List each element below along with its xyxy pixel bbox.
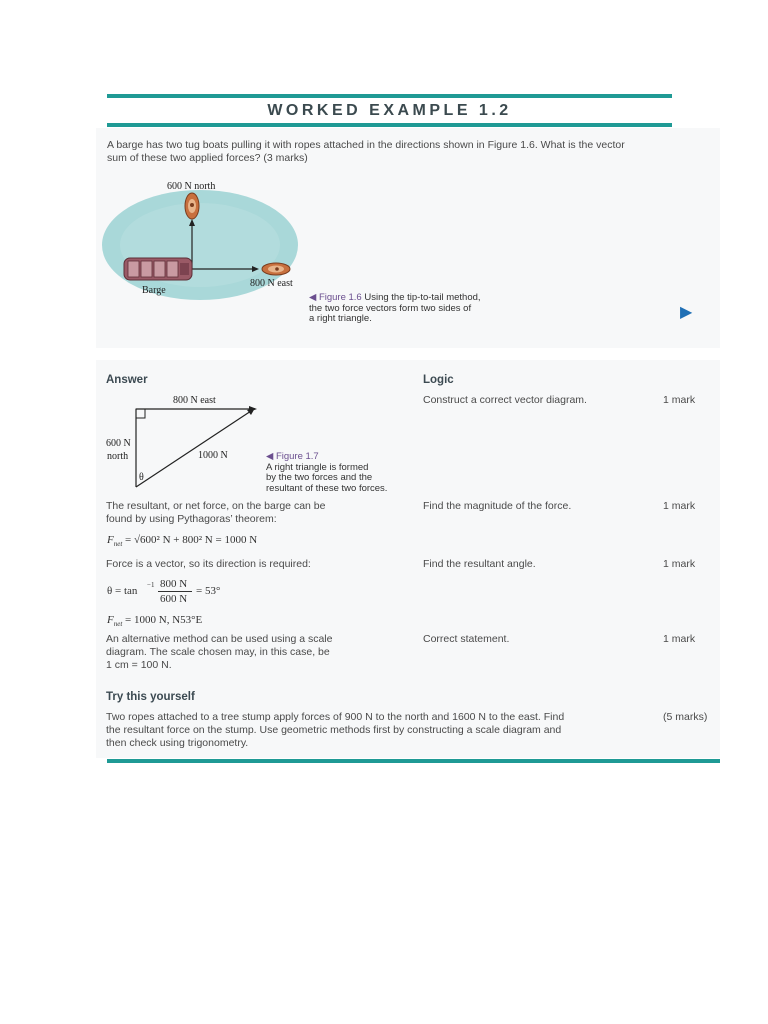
label-barge: Barge — [142, 285, 166, 296]
figure-1-7-caption-line-3: resultant of these two forces. — [266, 482, 388, 494]
north-tug-icon — [185, 193, 199, 219]
label-800n-east: 800 N east — [250, 278, 293, 289]
fnet-symbol: F — [107, 534, 114, 546]
try-line-3: then check using trigonometry. — [106, 737, 249, 749]
try-line-2: the resultant force on the stump. Use geometric methods first by constructing a scale diagram and — [106, 724, 562, 736]
logic-heading: Logic — [423, 374, 454, 386]
figure-1-6-caption-line-2: the two force vectors form two sides of — [309, 302, 472, 314]
step-2-line-2: found by using Pythagoras’ theorem: — [106, 513, 277, 525]
logic-step-3: Find the resultant angle. — [423, 558, 536, 570]
bottom-rule — [107, 759, 720, 763]
step-4-line-3: 1 cm = 100 N. — [106, 659, 172, 671]
step-2-line-1: The resultant, or net force, on the barge can be — [106, 500, 326, 512]
step-3-line-1: Force is a vector, so its direction is required: — [106, 558, 311, 570]
fnet-symbol-final: F — [107, 614, 114, 626]
figure-1-7-caption-line-2: by the two forces and the — [266, 472, 373, 483]
figure-1-6-caption — [309, 293, 509, 325]
title-underline — [107, 123, 672, 127]
logic-step-4: Correct statement. — [423, 633, 510, 645]
eq1-rhs: = √600² N + 800² N — [125, 534, 213, 546]
mark-step-1: 1 mark — [663, 394, 696, 406]
fnet-subscript: net — [113, 540, 123, 549]
next-arrow-icon[interactable]: ▶ — [680, 304, 693, 321]
page-title: WORKED EXAMPLE 1.2 — [267, 102, 512, 119]
logic-step-1: Construct a correct vector diagram. — [423, 394, 587, 406]
try-heading: Try this yourself — [106, 691, 195, 703]
label-600n-north: 600 N north — [167, 181, 216, 192]
equation-fnet-magnitude — [107, 534, 257, 548]
theta-exponent: −1 — [147, 581, 155, 589]
label-1000n-hypotenuse: 1000 N — [198, 450, 228, 461]
figure-1-6-caption-line-1: Using the tip-to-tail method, — [361, 292, 481, 303]
fnet-subscript-final: net — [113, 620, 123, 629]
mark-step-4: 1 mark — [663, 633, 696, 645]
figure-1-6-label: ◀ Figure 1.6 — [309, 292, 362, 303]
figure-1-7-caption — [266, 452, 416, 494]
question-line-1: A barge has two tug boats pulling it with ropes attached in the directions shown in Figure 1.6. What is the vector — [107, 139, 625, 151]
logic-step-2: Find the magnitude of the force. — [423, 500, 572, 512]
answer-heading: Answer — [106, 374, 148, 386]
figure-1-7-label: ◀ Figure 1.7 — [266, 451, 319, 462]
try-marks: (5 marks) — [663, 711, 708, 723]
mark-step-2: 1 mark — [663, 500, 696, 512]
final-result: = 1000 N, N53°E — [125, 614, 203, 626]
equation-final — [107, 614, 202, 628]
label-north-triangle: north — [107, 451, 129, 462]
label-800n-east-triangle: 800 N east — [173, 395, 216, 406]
figure-1-6-caption-line-3: a right triangle. — [309, 313, 372, 324]
try-line-1: Two ropes attached to a tree stump apply forces of 900 N to the north and 1600 N to the east. Find — [106, 711, 565, 723]
eq1-result: = 1000 N — [215, 534, 258, 546]
top-rule — [107, 94, 672, 98]
figure-1-7-caption-line-1: A right triangle is formed — [266, 461, 369, 473]
step-4-line-2: diagram. The scale chosen may, in this case, be — [106, 646, 330, 658]
mark-step-3: 1 mark — [663, 558, 696, 570]
fraction-bar — [158, 591, 192, 592]
fraction-numerator: 800 N — [160, 578, 188, 590]
label-theta: θ — [139, 472, 144, 483]
theta-prefix: θ = tan — [107, 585, 138, 597]
question-line-2: sum of these two applied forces? (3 marks) — [107, 152, 308, 164]
east-tug-icon — [262, 263, 290, 275]
fraction-denominator: 600 N — [160, 593, 188, 605]
barge-icon — [124, 258, 192, 280]
theta-result: = 53° — [196, 585, 221, 597]
step-4-line-1: An alternative method can be used using a scale — [106, 633, 333, 645]
label-600n-triangle: 600 N — [106, 438, 131, 449]
